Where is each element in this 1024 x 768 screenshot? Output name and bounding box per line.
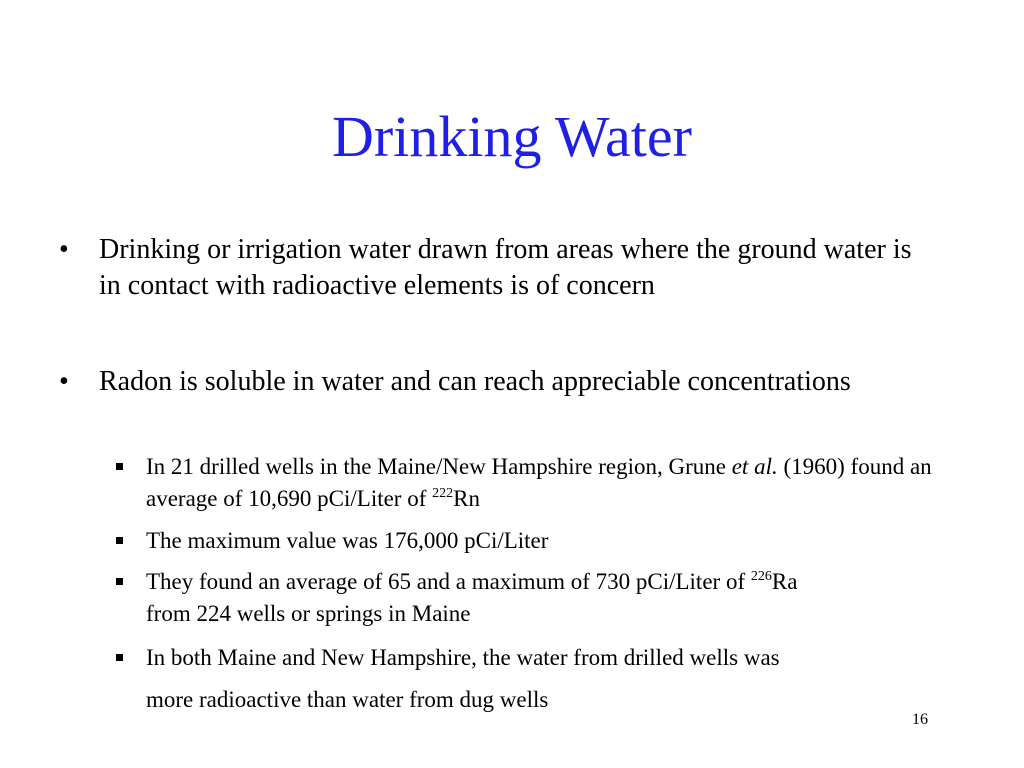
bullet-item xyxy=(59,364,939,400)
square-bullet-icon xyxy=(116,463,123,470)
sub-bullet-text: The maximum value was 176,000 pCi/Liter xyxy=(146,528,549,553)
bullet-dot-icon: • xyxy=(59,366,69,397)
isotope-superscript: 222 xyxy=(432,486,454,501)
square-bullet-icon xyxy=(116,578,123,585)
sub-bullet-item xyxy=(146,642,976,716)
sub-bullet-text: In both Maine and New Hampshire, the water from drilled wells was xyxy=(146,645,780,670)
square-bullet-icon xyxy=(116,537,123,544)
bullet-item xyxy=(59,232,939,304)
bullet-dot-icon: • xyxy=(59,234,69,265)
element-symbol: Ra xyxy=(771,569,798,594)
sub-bullet-text: more radioactive than water from dug wells xyxy=(146,687,549,712)
bullet-text: Radon is soluble in water and can reach appreciable concentrations xyxy=(99,366,851,397)
isotope-superscript: 226 xyxy=(750,569,772,584)
italic-citation: et al. xyxy=(731,454,778,479)
sub-bullet-text: In 21 drilled wells in the Maine/New Hampshire region, Grune xyxy=(146,454,726,479)
sub-bullet-text: from 224 wells or springs in Maine xyxy=(146,601,471,626)
slide-title: Drinking Water xyxy=(332,104,692,169)
page-number: 16 xyxy=(912,711,928,728)
sub-bullet-item xyxy=(146,566,976,630)
square-bullet-icon xyxy=(116,654,123,661)
sub-bullet-item xyxy=(146,525,976,557)
sub-bullet-text: They found an average of 65 and a maximum of 730 pCi/Liter of xyxy=(146,569,746,594)
element-symbol: Rn xyxy=(453,486,480,511)
sub-bullet-item xyxy=(146,451,976,515)
sub-bullet-text: (1960) found an average of 10,690 pCi/Liter of xyxy=(146,454,932,511)
bullet-text: Drinking or irrigation water drawn from areas where the ground water is in contact with radioactive elements is of concern xyxy=(99,234,912,301)
